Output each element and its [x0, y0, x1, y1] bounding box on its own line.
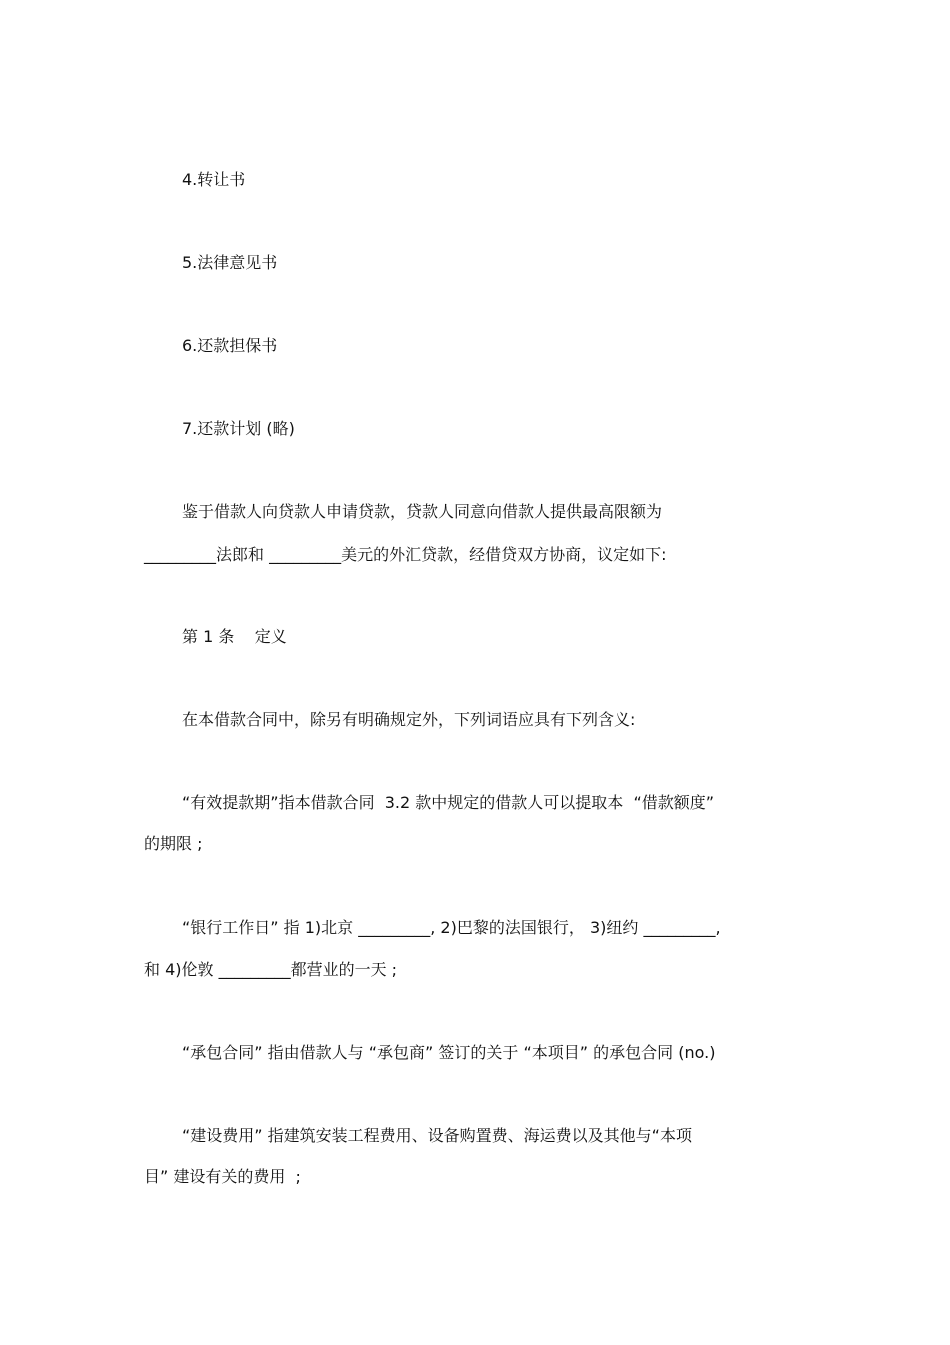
attachment-item-6: 6.还款担保书: [182, 336, 278, 355]
definition-contract-line-1: “承包合同” 指由借款人与 “承包商” 签订的关于 “本项目” 的承包合同 (no.): [182, 1043, 716, 1062]
attachment-item-5: 5.法律意见书: [182, 253, 278, 272]
definition-construction-cost-line-2: 目” 建设有关的费用 ;: [144, 1167, 301, 1186]
definition-effective-period-line-1: “有效提款期”指本借款合同 3.2 款中规定的借款人可以提取本 “借款额度”: [182, 793, 715, 812]
definition-bank-day-line-2: 和 4)伦敦 _________都营业的一天 ;: [144, 960, 398, 979]
attachment-item-7: 7.还款计划 (略): [182, 419, 295, 438]
definition-construction-cost-line-1: “建设费用” 指建筑安装工程费用、设备购置费、海运费以及其他与“本项: [182, 1126, 692, 1145]
preamble-line-1: 鉴于借款人向贷款人申请贷款，贷款人同意向借款人提供最高限额为: [182, 502, 663, 521]
preamble-line-2: _________法郎和 _________美元的外汇贷款，经借贷双方协商，议定如下:: [144, 545, 667, 564]
definition-effective-period-line-2: 的期限 ;: [144, 834, 203, 853]
article-heading: 第 1 条 定义: [182, 627, 287, 646]
definition-bank-day-line-1: “银行工作日” 指 1)北京 _________, 2)巴黎的法国银行， 3)纽约 _________,: [182, 918, 721, 937]
article-intro: 在本借款合同中，除另有明确规定外，下列词语应具有下列含义:: [182, 710, 636, 729]
attachment-item-4: 4.转让书: [182, 170, 246, 189]
